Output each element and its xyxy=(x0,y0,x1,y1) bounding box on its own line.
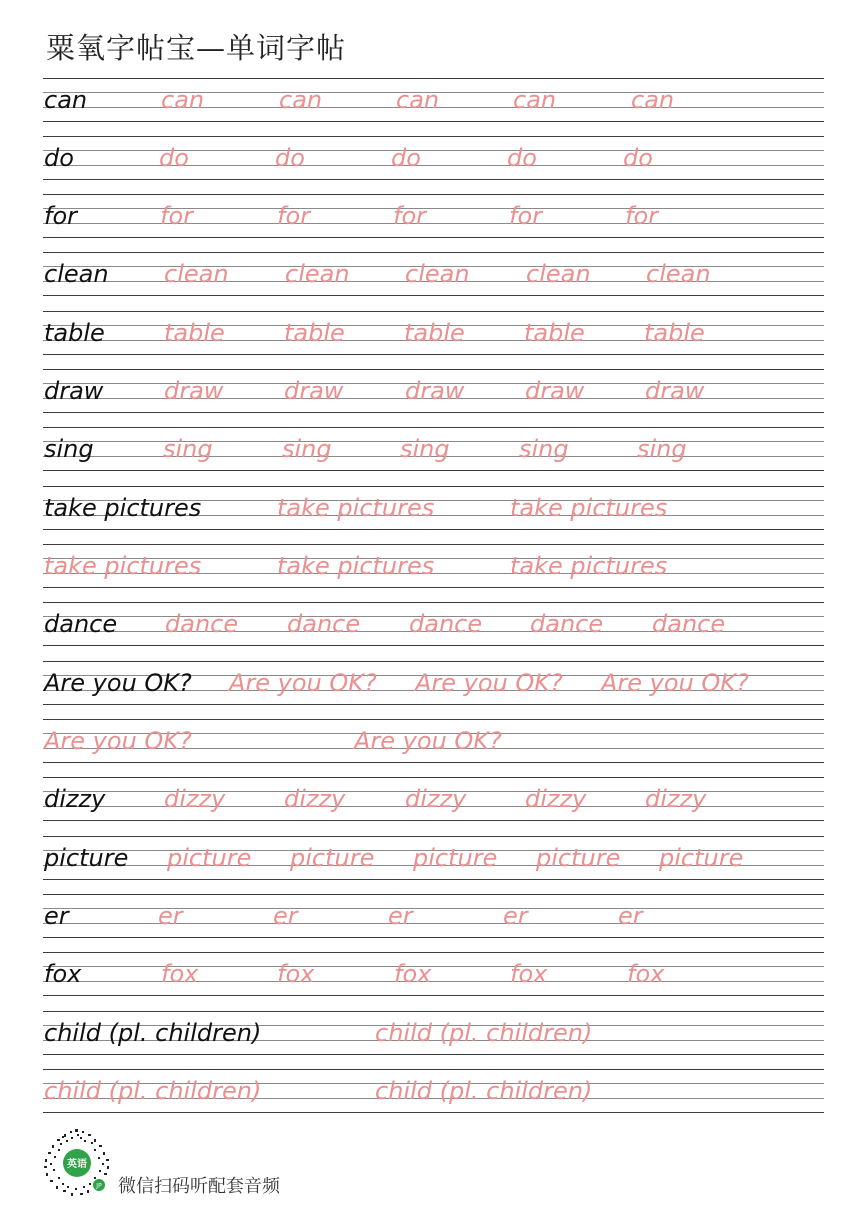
trace-word: can xyxy=(631,86,675,114)
model-word: dance xyxy=(44,610,118,638)
guide-line xyxy=(43,704,824,705)
guide-line xyxy=(43,486,824,487)
trace-word: can xyxy=(279,86,323,114)
model-word: child (pl. children) xyxy=(44,1019,262,1047)
writing-row xyxy=(43,544,824,588)
writing-row xyxy=(43,427,824,471)
writing-row xyxy=(43,661,824,705)
guide-line xyxy=(43,121,824,122)
trace-word: fox xyxy=(394,960,432,988)
writing-row xyxy=(43,1011,824,1055)
trace-word: do xyxy=(623,144,653,172)
trace-word: do xyxy=(391,144,421,172)
writing-row xyxy=(43,894,824,938)
guide-line xyxy=(43,879,824,880)
trace-word: Are you OK? xyxy=(601,669,749,697)
guide-line xyxy=(43,529,824,530)
trace-word: dizzy xyxy=(645,785,707,813)
trace-word: clean xyxy=(646,260,711,288)
guide-line xyxy=(43,995,824,996)
model-word: dizzy xyxy=(44,785,106,813)
writing-row xyxy=(43,777,824,821)
guide-line xyxy=(43,369,824,370)
guide-line xyxy=(43,1054,824,1055)
trace-word: dizzy xyxy=(284,785,346,813)
writing-row xyxy=(43,311,824,355)
guide-line xyxy=(43,937,824,938)
trace-word: sing xyxy=(163,435,213,463)
trace-word: clean xyxy=(526,260,591,288)
trace-word: Are you OK? xyxy=(44,727,192,755)
guide-line xyxy=(43,295,824,296)
trace-word: draw xyxy=(525,377,585,405)
trace-word: child (pl. children) xyxy=(375,1077,593,1105)
guide-line xyxy=(43,1011,824,1012)
trace-word: picture xyxy=(290,844,375,872)
trace-word: do xyxy=(507,144,537,172)
trace-word: for xyxy=(509,202,542,230)
trace-word: child (pl. children) xyxy=(375,1019,593,1047)
trace-word: draw xyxy=(284,377,344,405)
trace-word: take pictures xyxy=(510,552,668,580)
trace-word: dizzy xyxy=(405,785,467,813)
model-word: clean xyxy=(44,260,109,288)
model-word: for xyxy=(44,202,77,230)
trace-word: for xyxy=(277,202,310,230)
trace-word: Are you OK? xyxy=(354,727,502,755)
trace-word: sing xyxy=(282,435,332,463)
model-word: fox xyxy=(44,960,82,988)
model-word: do xyxy=(44,144,74,172)
trace-word: table xyxy=(644,319,705,347)
guide-line xyxy=(43,661,824,662)
writing-row xyxy=(43,602,824,646)
trace-word: fox xyxy=(510,960,548,988)
trace-word: dizzy xyxy=(164,785,226,813)
guide-line xyxy=(43,952,824,953)
guide-line xyxy=(43,1069,824,1070)
writing-row xyxy=(43,1069,824,1113)
guide-line xyxy=(43,820,824,821)
guide-line xyxy=(43,645,824,646)
qr-code xyxy=(42,1128,112,1198)
writing-row xyxy=(43,78,824,122)
model-word: er xyxy=(44,902,69,930)
trace-word: sing xyxy=(519,435,569,463)
guide-line xyxy=(43,136,824,137)
trace-word: dance xyxy=(530,610,604,638)
model-word: draw xyxy=(44,377,104,405)
trace-word: Are you OK? xyxy=(415,669,563,697)
badge-small-text: JP xyxy=(96,1182,102,1190)
trace-word: dizzy xyxy=(525,785,587,813)
trace-word: er xyxy=(618,902,643,930)
trace-word: can xyxy=(513,86,557,114)
trace-word: dance xyxy=(409,610,483,638)
trace-word: table xyxy=(164,319,225,347)
trace-word: can xyxy=(161,86,205,114)
model-word: can xyxy=(44,86,88,114)
writing-row xyxy=(43,836,824,880)
guide-line xyxy=(43,78,824,79)
guide-line xyxy=(43,470,824,471)
trace-word: picture xyxy=(536,844,621,872)
guide-line xyxy=(43,719,824,720)
guide-line xyxy=(43,544,824,545)
guide-line xyxy=(43,354,824,355)
trace-word: clean xyxy=(285,260,350,288)
trace-word: fox xyxy=(161,960,199,988)
trace-word: er xyxy=(273,902,298,930)
trace-word: dance xyxy=(165,610,239,638)
trace-word: fox xyxy=(277,960,315,988)
trace-word: er xyxy=(388,902,413,930)
trace-word: table xyxy=(404,319,465,347)
guide-line xyxy=(43,777,824,778)
guide-line xyxy=(43,602,824,603)
trace-word: for xyxy=(160,202,193,230)
trace-word: draw xyxy=(164,377,224,405)
model-word: Are you OK? xyxy=(44,669,192,697)
trace-word: dance xyxy=(652,610,726,638)
trace-word: clean xyxy=(405,260,470,288)
trace-word: er xyxy=(158,902,183,930)
guide-line xyxy=(43,194,824,195)
trace-word: clean xyxy=(164,260,229,288)
trace-word: take pictures xyxy=(277,552,435,580)
badge-text: 英语 xyxy=(67,1159,87,1170)
guide-line xyxy=(43,237,824,238)
trace-word: picture xyxy=(659,844,744,872)
trace-word: table xyxy=(524,319,585,347)
guide-line xyxy=(43,1112,824,1113)
guide-line xyxy=(43,894,824,895)
trace-word: do xyxy=(159,144,189,172)
guide-line xyxy=(43,762,824,763)
model-word: take pictures xyxy=(44,494,202,522)
trace-word: picture xyxy=(167,844,252,872)
guide-line xyxy=(43,587,824,588)
trace-word: take pictures xyxy=(44,552,202,580)
trace-word: take pictures xyxy=(277,494,435,522)
guide-line xyxy=(43,836,824,837)
guide-line xyxy=(43,179,824,180)
trace-word: child (pl. children) xyxy=(44,1077,262,1105)
writing-row xyxy=(43,194,824,238)
guide-line xyxy=(43,311,824,312)
model-word: table xyxy=(44,319,105,347)
writing-row xyxy=(43,136,824,180)
trace-word: dance xyxy=(287,610,361,638)
trace-word: can xyxy=(396,86,440,114)
trace-word: sing xyxy=(400,435,450,463)
trace-word: draw xyxy=(645,377,705,405)
guide-line xyxy=(43,427,824,428)
writing-row xyxy=(43,369,824,413)
trace-word: fox xyxy=(627,960,665,988)
writing-row xyxy=(43,952,824,996)
trace-word: er xyxy=(503,902,528,930)
page-title: 粟氧字帖宝—单词字帖 xyxy=(46,31,347,65)
trace-word: for xyxy=(393,202,426,230)
model-word: sing xyxy=(44,435,94,463)
writing-row xyxy=(43,252,824,296)
guide-line xyxy=(43,252,824,253)
guide-line xyxy=(43,412,824,413)
footer-caption: 微信扫码听配套音频 xyxy=(118,1176,280,1197)
trace-word: sing xyxy=(637,435,687,463)
model-word: picture xyxy=(44,844,129,872)
writing-row xyxy=(43,719,824,763)
trace-word: draw xyxy=(405,377,465,405)
trace-word: Are you OK? xyxy=(229,669,377,697)
trace-word: table xyxy=(284,319,345,347)
trace-word: do xyxy=(275,144,305,172)
trace-word: for xyxy=(625,202,658,230)
trace-word: take pictures xyxy=(510,494,668,522)
writing-row xyxy=(43,486,824,530)
trace-word: picture xyxy=(413,844,498,872)
